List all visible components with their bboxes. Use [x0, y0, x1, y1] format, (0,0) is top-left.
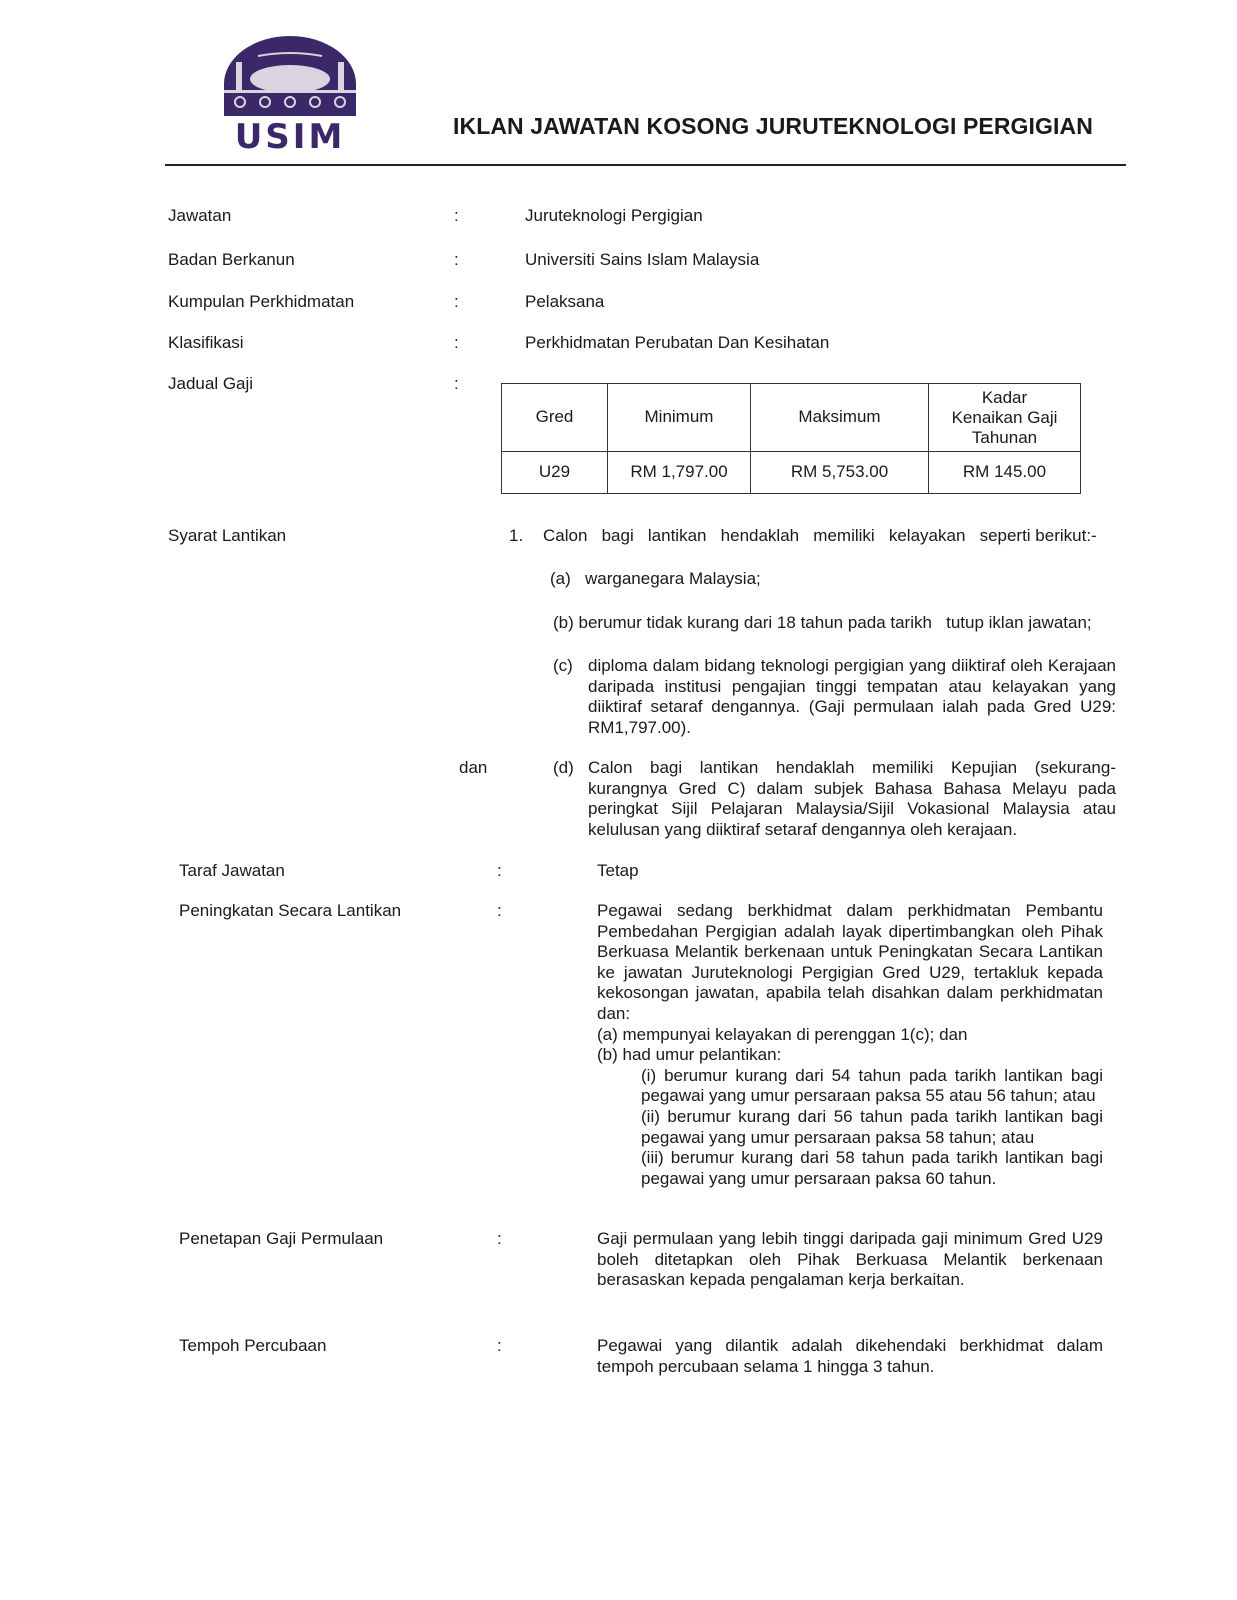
th-kadar-line: Tahunan: [971, 427, 1038, 447]
syarat-label: Syarat Lantikan: [168, 526, 287, 545]
item-c-marker: (c): [553, 656, 573, 675]
field-value-badan: Universiti Sains Islam Malaysia: [525, 250, 760, 269]
th-kadar: [929, 384, 1081, 452]
field-value-klasifikasi: Perkhidmatan Perubatan Dan Kesihatan: [525, 333, 830, 352]
peningkatan-body: [597, 901, 1103, 1189]
tempoh-label: Tempoh Percubaan: [179, 1336, 327, 1355]
taraf-label: Taraf Jawatan: [179, 861, 285, 880]
cell-gred: U29: [502, 452, 608, 494]
table-row: [502, 452, 1081, 494]
colon: :: [454, 333, 459, 352]
colon: :: [454, 374, 459, 393]
table-header-row: [502, 384, 1081, 452]
colon: :: [497, 1336, 502, 1355]
item-a-marker: (a): [550, 569, 571, 588]
syarat-intro: Calon bagi lantikan hendaklah memiliki kelayakan seperti berikut:-: [543, 526, 1097, 545]
penetapan-value: Gaji permulaan yang lebih tinggi daripada gaji minimum Gred U29 boleh ditetapkan oleh Pihak Berkuasa Melantik berkenaan berasaskan kepada pengalaman kerja berkaitan.: [597, 1229, 1103, 1290]
cell-kenaikan: RM 145.00: [929, 452, 1081, 494]
field-label-jadual-gaji: Jadual Gaji: [168, 374, 254, 393]
th-maksimum: Maksimum: [751, 384, 929, 452]
cell-minimum: RM 1,797.00: [608, 452, 751, 494]
field-label-klasifikasi: Klasifikasi: [168, 333, 244, 352]
item-b-text: (b) berumur tidak kurang dari 18 tahun pada tarikh tutup iklan jawatan;: [553, 613, 1092, 632]
cell-maksimum: RM 5,753.00: [751, 452, 929, 494]
colon: :: [454, 206, 459, 225]
peningkatan-paragraph: Pegawai sedang berkhidmat dalam perkhidmatan Pembantu Pembedahan Pergigian adalah layak dipertimbangkan oleh Pihak Berkuasa Melantik berkenaan untuk Peningkatan Secara Lantikan ke jawatan Juruteknologi Pergigian Gred U29, tertakluk kepada kekosongan jawatan, apabila telah disahkan dalam perkhidmatan dan:: [597, 901, 1103, 1023]
salary-table: [501, 383, 1081, 494]
item-d-text: Calon bagi lantikan hendaklah memiliki Kepujian (sekurang-kurangnya Gred C) dalam subjek Bahasa Bahasa Melayu pada peringkat Sijil Pelajaran Malaysia/Sijil Vokasional Malaysia atau kelulusan yang diiktiraf setaraf dengannya oleh kerajaan.: [588, 758, 1116, 839]
th-kadar-line: Kenaikan Gaji: [951, 407, 1058, 427]
svg-text:USIM: USIM: [234, 117, 346, 154]
peningkatan-item-a: (a) mempunyai kelayakan di perenggan 1(c); dan: [597, 1024, 968, 1044]
peningkatan-label: Peningkatan Secara Lantikan: [179, 901, 402, 920]
item-a-text: warganegara Malaysia;: [585, 569, 761, 588]
syarat-number: 1.: [509, 526, 524, 545]
th-kadar-line: Kadar: [981, 387, 1028, 407]
field-label-kumpulan: Kumpulan Perkhidmatan: [168, 292, 355, 311]
field-value-jawatan: Juruteknologi Pergigian: [525, 206, 703, 225]
th-gred: Gred: [502, 384, 608, 452]
peningkatan-item-ii: (ii) berumur kurang dari 56 tahun pada tarikh lantikan bagi pegawai yang umur persaraan paksa 58 tahun; atau: [641, 1106, 1103, 1147]
colon: :: [497, 861, 502, 880]
usim-logo: [218, 34, 363, 154]
colon: :: [497, 901, 502, 920]
header-divider: [165, 164, 1126, 166]
field-label-jawatan: Jawatan: [168, 206, 232, 225]
tempoh-value: Pegawai yang dilantik adalah dikehendaki berkhidmat dalam tempoh percubaan selama 1 hingga 3 tahun.: [597, 1336, 1103, 1376]
peningkatan-item-b: (b) had umur pelantikan:: [597, 1045, 782, 1065]
penetapan-label: Penetapan Gaji Permulaan: [179, 1229, 384, 1248]
page-title: IKLAN JAWATAN KOSONG JURUTEKNOLOGI PERGIGIAN: [453, 113, 1093, 139]
field-value-kumpulan: Pelaksana: [525, 292, 605, 311]
th-minimum: Minimum: [608, 384, 751, 452]
peningkatan-item-iii: (iii) berumur kurang dari 58 tahun pada tarikh lantikan bagi pegawai yang umur persaraan paksa 60 tahun.: [641, 1148, 1103, 1188]
item-c-text: diploma dalam bidang teknologi pergigian yang diiktiraf oleh Kerajaan daripada institusi pengajian tinggi tempatan atau kelayakan yang diiktiraf setaraf dengannya. (Gaji permulaan ialah pada Gred U29: RM1,797.00).: [588, 656, 1116, 737]
field-label-badan: Badan Berkanun: [168, 250, 295, 269]
item-d-marker: (d): [553, 758, 574, 777]
peningkatan-item-i: (i) berumur kurang dari 54 tahun pada tarikh lantikan bagi pegawai yang umur persaraan paksa 55 atau 56 tahun; atau: [641, 1065, 1103, 1106]
taraf-value: Tetap: [597, 861, 639, 880]
dan-connector: dan: [459, 758, 488, 777]
colon: :: [497, 1229, 502, 1248]
colon: :: [454, 250, 459, 269]
colon: :: [454, 292, 459, 311]
